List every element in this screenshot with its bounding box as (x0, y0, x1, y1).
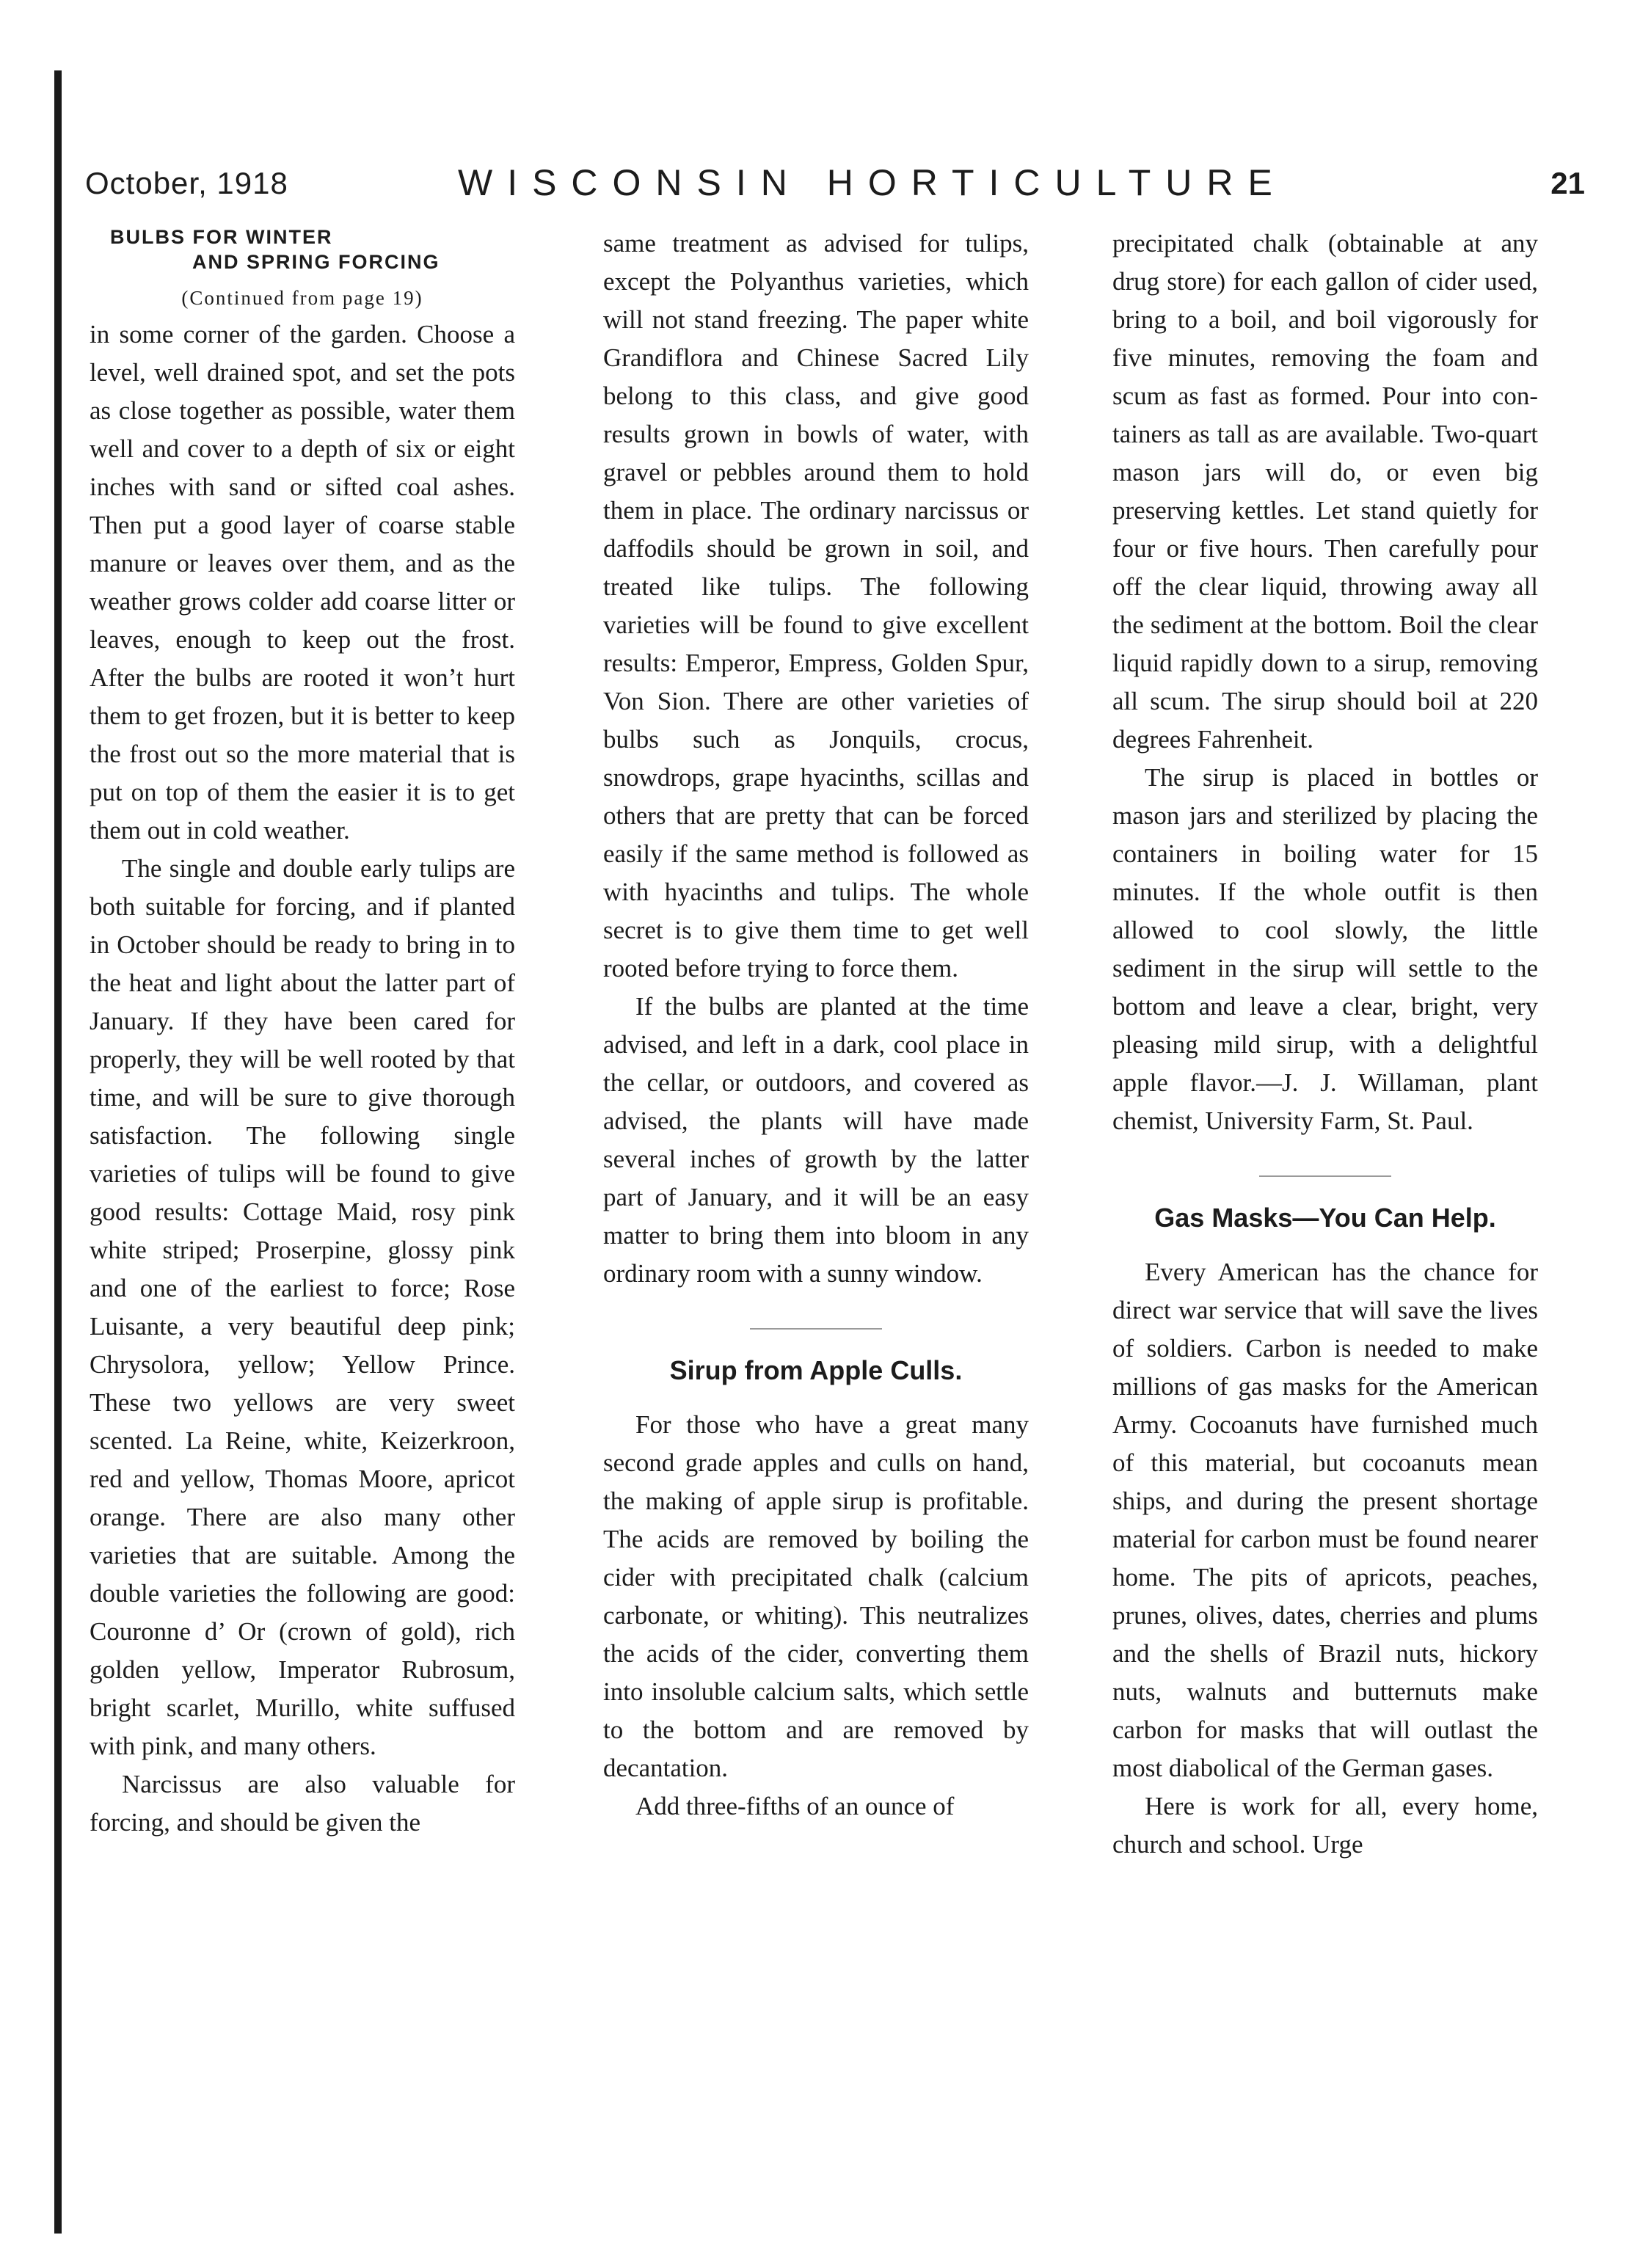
bulbs-paragraph: If the bulbs are planted at the time advised, and left in a dark, cool place in the cellar, or outdoors, and covered as advised, the plants will have made several inches of growth by the latter part of January, and it will be an easy matter to bring them into bloom in any ordinary room with a sunny window. (603, 992, 1029, 1288)
gas-masks-paragraph: Every American has the chance for direct war service that will save the lives of soldiers. Carbon is needed to make millions of gas masks for the American Army. Cocoanuts have furnished much of this material, but cocoanuts mean ships, and during the present shortage material for carbon must be found nearer home. The pits of apricots, peaches, prunes, olives, dates, cherries and plums and the shells of Brazil nuts, hickory nuts, walnuts and butternuts make carbon for masks that will outlast the most diabolical of the German gases. (1112, 1258, 1538, 1782)
bulbs-article-title (90, 225, 515, 274)
sirup-paragraph: Add three-fifths of an ounce of (635, 1792, 955, 1820)
section-divider (1259, 1175, 1391, 1177)
sirup-paragraph: For those who have a great many second grade apples and culls on hand, the making of apple sirup is profitable. The acids are removed by boiling the cider with precipitated chalk (calcium carbonate, or whiting). This neutralizes the acids of the cider, converting them into insoluble calcium salts, which settle to the bottom and are removed by decantation. (603, 1410, 1029, 1782)
column-1 (90, 225, 515, 1842)
bulbs-title-line-1: BULBS FOR WINTER (110, 226, 333, 248)
gas-masks-paragraph: Here is work for all, every home, church and school. Urge (1112, 1792, 1538, 1859)
gas-masks-article-title: Gas Masks—You Can Help. (1154, 1203, 1496, 1233)
column-3 (1112, 225, 1538, 1864)
column-2 (603, 225, 1029, 1826)
section-divider (750, 1328, 882, 1330)
page-number: 21 (1550, 166, 1585, 200)
sirup-paragraph: The sirup is placed in bottles or mason jars and sterilized by placing the containers in boiling water for 15 minutes. If the whole outfit is then allowed to cool slowly, the little sediment in the sirup will settle to the bottom and leave a clear, bright, very pleasing mild sirup, with a delightful apple flavor.—J. J. Willaman, plant chemist, University Farm, St. Paul. (1112, 763, 1538, 1135)
bulbs-paragraph: same treatment as advised for tulips, except the Polyanthus varieties, which will not stand freezing. The paper white Grandiflora and Chinese Sacred Lily belong to this class, and give good results grown in bowls of water, with gravel or pebbles around them to hold them in place. The ordinary narcissus or daffodils should be grown in soil, and treated like tulips. The following varieties will be found to give excellent results: Emperor, Empress, Golden Spur, Von Sion. There are other varieties of bulbs such as Jonquils, crocus, snowdrops, grape hyacinths, scillas and others that are pretty that can be forced easily if the same method is followed as with hyacinths and tulips. The whole secret is to give them time to get well rooted before trying to force them. (603, 229, 1029, 982)
sirup-article-title: Sirup from Apple Culls. (669, 1355, 963, 1385)
bulbs-title-line-2: AND SPRING FORCING (192, 251, 440, 273)
page-binding-edge (54, 70, 62, 2234)
bulbs-paragraph: in some corner of the garden. Choose a level, well drained spot, and set the pots as close together as possible, water them well and cover to a depth of six or eight inches with sand or sifted coal ashes. Then put a good layer of coarse stable manure or leaves over them, and as the weather grows colder add coarse litter or leaves, enough to keep out the frost. After the bulbs are rooted it won’t hurt them to get frozen, but it is better to keep the frost out so the more material that is put on top of them the easier it is to get them out in cold weather. (90, 320, 515, 845)
sirup-paragraph: precipitated chalk (obtainable at any drug store) for each gallon of cider used, bring to a boil, and boil vigorously for five minutes, removing the foam and scum as fast as formed. Pour into containers as tall as are available. Two-quart mason jars will do, or even big preserving kettles. Let stand quietly for four or five hours. Then carefully pour off the clear liquid, throwing away all the sediment at the bottom. Boil the clear liquid rapidly down to a sirup, removing all scum. The sirup should boil at 220 degrees Fahrenheit. (1112, 229, 1538, 754)
bulbs-paragraph: Narcissus are also valuable for forcing, and should be given the (90, 1770, 515, 1837)
bulbs-paragraph: The single and double early tulips are both suitable for forcing, and if planted in October should be ready to bring in to the heat and light about the latter part of January. If they have been cared for properly, they will be well rooted by that time, and will be sure to give thorough satisfaction. The following single varieties of tulips will be found to give good results: Cottage Maid, rosy pink white striped; Proserpine, glossy pink and one of the earliest to force; Rose Luisante, a very beautiful deep pink; Chrysolora, yellow; Yellow Prince. These two yellows are very sweet scented. La Reine, white, Keizerkroon, red and yellow, Thomas Moore, apricot orange. There are also many other varieties that are suitable. Among the double varieties the following are good: Couronne d’ Or (crown of gold), rich golden yellow, Imperator Rubrosum, bright scarlet, Murillo, white suffused with pink, and many others. (90, 854, 515, 1760)
issue-date: October, 1918 (85, 166, 288, 200)
running-head (85, 156, 1585, 214)
journal-title: WISCONSIN HORTICULTURE (458, 162, 1287, 203)
continued-note: (Continued from page 19) (181, 287, 423, 309)
